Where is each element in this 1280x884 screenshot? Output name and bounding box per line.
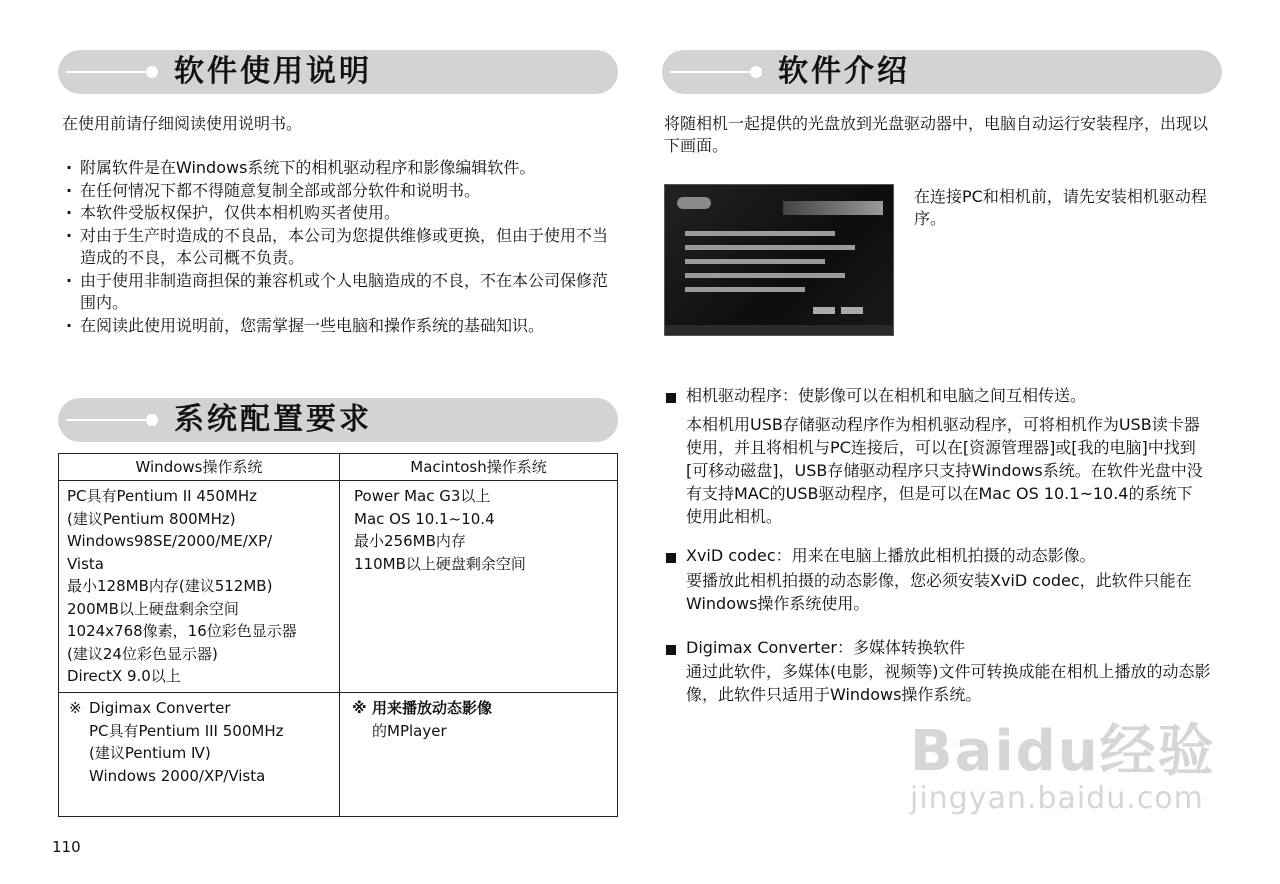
section-header-system-requirements xyxy=(58,398,618,442)
item-title: XviD codec：用来在电脑上播放此相机拍摄的动态影像。 xyxy=(686,546,1096,565)
item-title: 相机驱动程序：使影像可以在相机和电脑之间互相传送。 xyxy=(686,386,1087,405)
installer-title-bar xyxy=(783,201,883,215)
note-line: Windows 2000/XP/Vista xyxy=(89,766,266,785)
bullet-item: · 对由于生产时造成的不良品，本公司为您提供维修或更换，但由于使用不当造成的不良，本公司概不负责。 xyxy=(62,225,618,270)
requirement-line: DirectX 9.0以上 xyxy=(67,667,181,685)
watermark-logo-text: Baidu经验 xyxy=(910,719,1216,784)
windows-requirements-cell xyxy=(59,481,340,693)
table-header-windows: Windows操作系统 xyxy=(59,454,340,481)
page-number: 110 xyxy=(52,838,81,856)
table-header-macintosh: Macintosh操作系统 xyxy=(340,454,618,481)
section-title: 软件介绍 xyxy=(778,54,910,89)
bullet-item: · 附属软件是在Windows系统下的相机驱动程序和影像编辑软件。 xyxy=(62,157,618,180)
square-bullet-icon xyxy=(666,553,676,563)
system-requirements-table xyxy=(58,453,618,817)
item-body: 通过此软件，多媒体(电影，视频等)文件可转换成能在相机上播放的动态影像，此软件只适用于Windows操作系统。 xyxy=(686,662,1211,704)
intro-text: 将随相机一起提供的光盘放到光盘驱动器中，电脑自动运行安装程序，出现以下画面。 xyxy=(664,114,1209,155)
header-dot-decoration xyxy=(146,414,158,426)
baidu-watermark xyxy=(910,719,1216,816)
header-line-decoration xyxy=(670,71,750,73)
mac-note-cell xyxy=(340,693,618,817)
installer-option-row xyxy=(685,245,855,250)
intro-text: 在使用前请仔细阅读使用说明书。 xyxy=(62,114,303,133)
watermark-url: jingyan.baidu.com xyxy=(910,781,1204,816)
installer-option-row xyxy=(685,273,845,278)
bullet-item: · 在阅读此使用说明前，您需掌握一些电脑和操作系统的基础知识。 xyxy=(62,315,618,338)
requirement-line: Power Mac G3以上 xyxy=(354,487,491,505)
note-line: 的MPlayer xyxy=(372,721,447,740)
item-title: Digimax Converter：多媒体转换软件 xyxy=(686,638,966,657)
header-dot-decoration xyxy=(750,66,762,78)
section-title: 软件使用说明 xyxy=(174,54,372,89)
samsung-logo-icon xyxy=(677,197,711,209)
square-bullet-icon xyxy=(666,393,676,403)
requirement-line: Vista xyxy=(67,554,104,573)
item-body: 本相机用USB存储驱动程序作为相机驱动程序，可将相机作为USB读卡器使用，并且将相机与PC连接后，可以在[资源管理器]或[我的电脑]中找到[可移动磁盘]，USB存储驱动程序只支持Windows系统。在软件光盘中没有支持MAC的USB驱动程序，但是可以在Mac OS 10.1~10.4的系统下使用此相机。 xyxy=(686,415,1203,526)
requirement-line: (建议24位彩色显示器) xyxy=(67,644,218,663)
installer-option-row xyxy=(685,287,805,292)
installer-install-button xyxy=(813,307,835,314)
bullet-item: · 由于使用非制造商担保的兼容机或个人电脑造成的不良，不在本公司保修范围内。 xyxy=(62,270,618,315)
installer-option-row xyxy=(685,259,825,264)
installer-screenshot xyxy=(664,184,894,336)
note-line: ※ Digimax Converter xyxy=(69,697,331,720)
header-line-decoration xyxy=(66,419,146,421)
requirement-line: Windows98SE/2000/ME/XP/ xyxy=(67,532,273,550)
windows-note-cell xyxy=(59,693,340,817)
note-line: (建议Pentium Ⅳ) xyxy=(89,744,211,762)
photo-caption: 在连接PC和相机前，请先安装相机驱动程序。 xyxy=(914,187,1207,228)
mac-requirements-cell xyxy=(340,481,618,693)
requirement-line: 最小256MB内存 xyxy=(354,532,466,550)
requirement-line: 200MB以上硬盘剩余空间 xyxy=(67,599,239,618)
header-line-decoration xyxy=(66,71,146,73)
requirement-line: 最小128MB内存(建议512MB) xyxy=(67,577,273,595)
note-line: PC具有Pentium III 500MHz xyxy=(89,721,284,740)
square-bullet-icon xyxy=(666,645,676,655)
item-body: 要播放此相机拍摄的动态影像，您必须安装XviD codec，此软件只能在Windows操作系统使用。 xyxy=(686,571,1192,613)
section-header-software-intro xyxy=(662,50,1222,94)
note-line: ※ 用来播放动态影像 xyxy=(352,697,609,720)
usage-bullet-list xyxy=(62,157,618,337)
bullet-item: · 在任何情况下都不得随意复制全部或部分软件和说明书。 xyxy=(62,180,618,203)
requirement-line: Mac OS 10.1~10.4 xyxy=(354,509,495,528)
section-header-software-usage xyxy=(58,50,618,94)
requirement-line: 1024x768像素，16位彩色显示器 xyxy=(67,622,297,640)
requirement-line: (建议Pentium 800MHz) xyxy=(67,509,236,528)
header-dot-decoration xyxy=(146,66,158,78)
section-title: 系统配置要求 xyxy=(174,402,372,437)
installer-cancel-button xyxy=(841,307,863,314)
installer-footer xyxy=(665,325,893,335)
bullet-item: · 本软件受版权保护，仅供本相机购买者使用。 xyxy=(62,202,618,225)
reference-mark: ※ xyxy=(69,699,82,717)
reference-mark: ※ xyxy=(352,699,367,717)
installer-option-row xyxy=(685,231,835,236)
requirement-line: PC具有Pentium II 450MHz xyxy=(67,487,258,505)
requirement-line: 110MB以上硬盘剩余空间 xyxy=(354,554,526,573)
